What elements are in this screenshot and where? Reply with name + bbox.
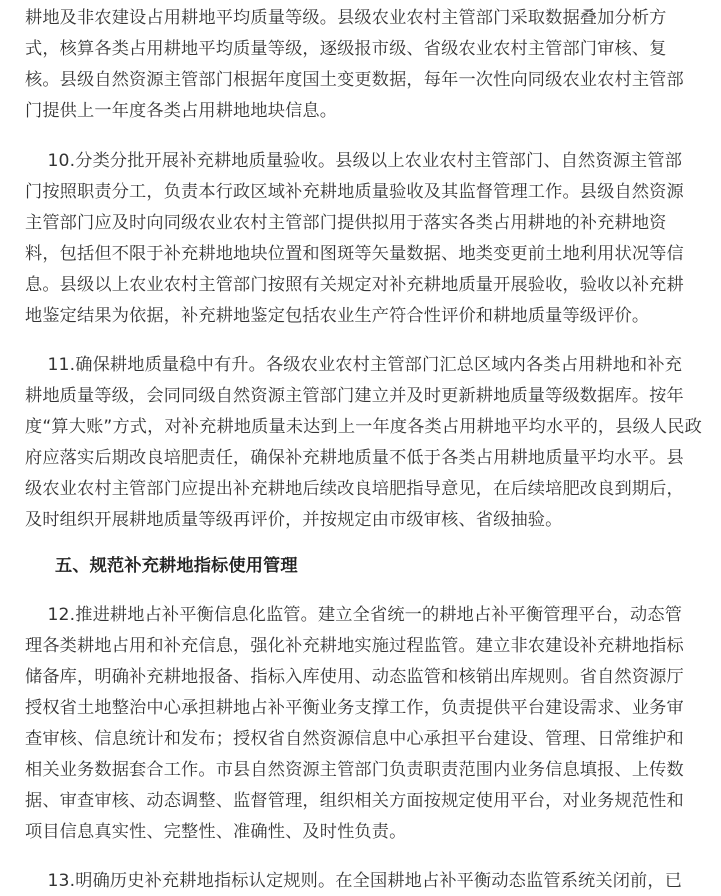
text-line: 项目信息真实性、完整性、准确性、及时性负责。 [25, 822, 407, 842]
text-line: 及时组织开展耕地质量等级再评价，并按规定由市级审核、省级抽验。 [25, 510, 563, 530]
text-line: 储备库，明确补充耕地报备、指标入库使用、动态监管和核销出库规则。省自然资源厅 [25, 667, 684, 687]
text-line: 主管部门应及时向同级农业农村主管部门提供拟用于落实各类占用耕地的补充耕地资 [25, 213, 667, 233]
text-line: 耕地质量等级，会同同级自然资源主管部门建立并及时更新耕地质量等级数据库。按年 [25, 386, 684, 406]
text-line: 12.推进耕地占补平衡信息化监管。建立全省统一的耕地占补平衡管理平台，动态管 [25, 605, 683, 625]
text-line: 耕地及非农建设占用耕地平均质量等级。县级农业农村主管部门采取数据叠加分析方 [25, 8, 667, 28]
text-line: 授权省土地整治中心承担耕地占补平衡业务支撑工作，负责提供平台建设需求、业务审 [25, 698, 684, 718]
text-line: 级农业农村主管部门应提出补充耕地后续改良培肥指导意见，在后续培肥改良到期后， [25, 479, 684, 499]
text-line: 府应落实后期改良培肥责任，确保补充耕地质量不低于各类占用耕地质量平均水平。县 [25, 448, 684, 468]
text-line: 相关业务数据套合工作。市县自然资源主管部门负责职责范围内业务信息填报、上传数 [25, 760, 684, 780]
text-line: 息。县级以上农业农村主管部门按照有关规定对补充耕地质量开展验收，验收以补充耕 [25, 275, 684, 295]
text-line: 10.分类分批开展补充耕地质量验收。县级以上农业农村主管部门、自然资源主管部 [25, 151, 683, 171]
text-line: 门按照职责分工，负责本行政区域补充耕地质量验收及其监督管理工作。县级自然资源 [25, 182, 684, 202]
text-line: 地鉴定结果为依据，补充耕地鉴定包括农业生产符合性评价和耕地质量等级评价。 [25, 306, 650, 326]
text-line: 查审核、信息统计和发布；授权省自然资源信息中心承担平台建设、管理、日常维护和 [25, 729, 684, 749]
text-line: 13.明确历史补充耕地指标认定规则。在全国耕地占补平衡动态监管系统关闭前，已 [25, 871, 683, 891]
text-line: 料，包括但不限于补充耕地地块位置和图斑等矢量数据、地类变更前土地利用状况等信 [25, 244, 684, 264]
text-line: 11.确保耕地质量稳中有升。各级农业农村主管部门汇总区域内各类占用耕地和补充 [25, 355, 683, 375]
text-line: 据、审查审核、动态调整、监督管理，组织相关方面按规定使用平台，对业务规范性和 [25, 791, 684, 811]
text-line: 门提供上一年度各类占用耕地地块信息。 [25, 101, 338, 121]
text-line: 理各类耕地占用和补充信息，强化补充耕地实施过程监管。建立非农建设补充耕地指标 [25, 636, 684, 656]
text-line: 度“算大账”方式，对补充耕地质量未达到上一年度各类占用耕地平均水平的，县级人民政 [25, 417, 702, 437]
text-line: 核。县级自然资源主管部门根据年度国土变更数据，每年一次性向同级农业农村主管部 [25, 70, 684, 90]
text-line: 式，核算各类占用耕地平均质量等级，逐级报市级、省级农业农村主管部门审核、复 [25, 39, 667, 59]
section-heading-text: 五、规范补充耕地指标使用管理 [55, 556, 298, 576]
